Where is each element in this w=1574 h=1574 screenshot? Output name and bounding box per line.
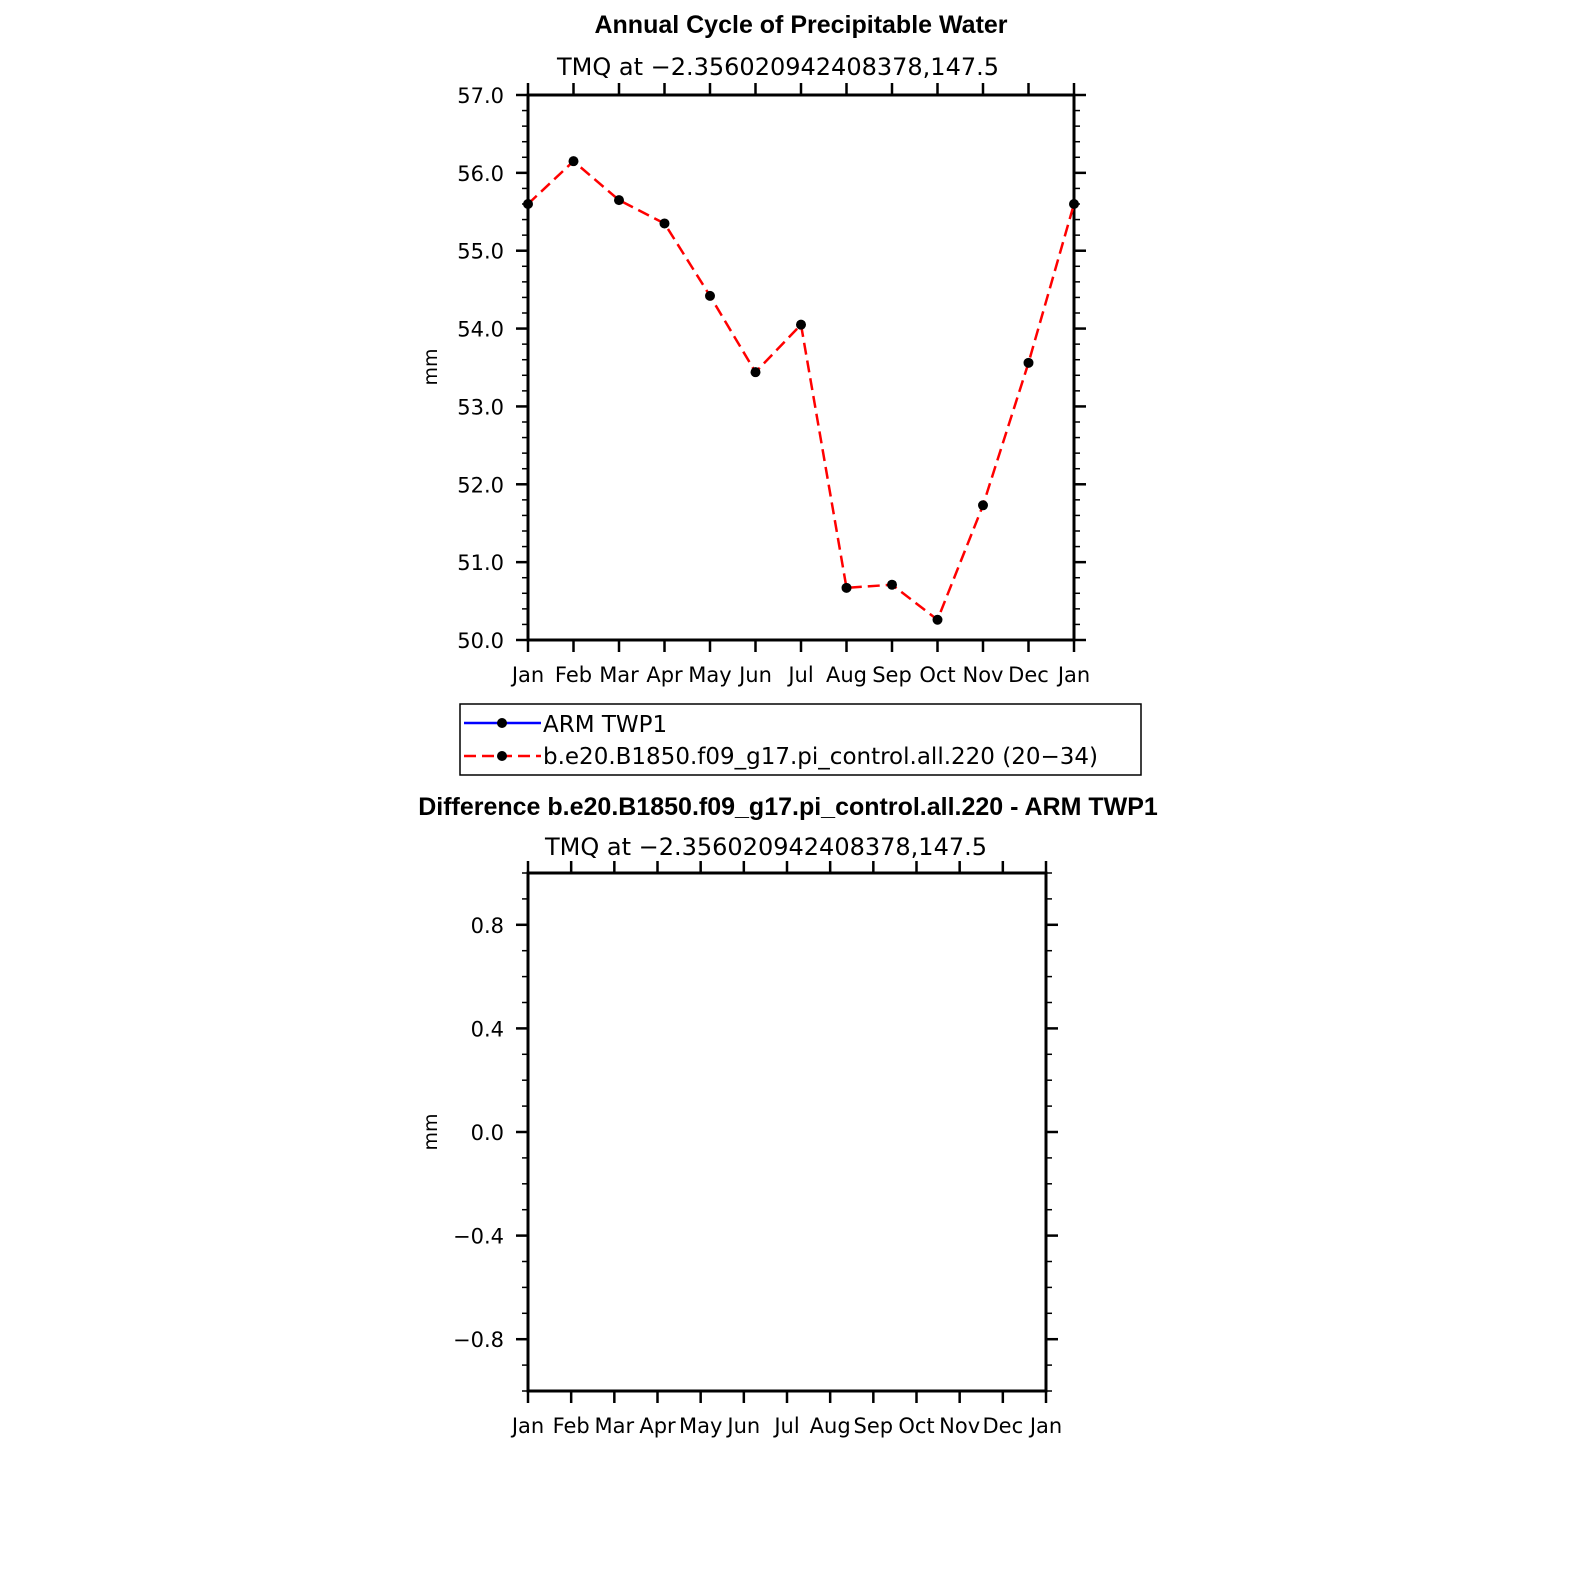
top-chart-series (523, 156, 1079, 625)
x-tick-label: Apr (639, 1414, 676, 1438)
y-tick-label: 54.0 (457, 317, 504, 342)
data-point (933, 615, 943, 625)
data-point (660, 218, 670, 228)
x-tick-label: Dec (982, 1414, 1024, 1438)
y-tick-label: −0.4 (453, 1224, 504, 1249)
y-tick-label: 56.0 (457, 161, 504, 186)
y-axis-label: mm (420, 1113, 442, 1151)
x-tick-label: Jun (727, 1414, 761, 1438)
y-tick-label: −0.8 (453, 1328, 504, 1353)
x-tick-label: Aug (809, 1414, 851, 1438)
data-point (569, 156, 579, 166)
data-point (705, 291, 715, 301)
series-line-1 (528, 161, 1074, 620)
y-tick-label: 57.0 (457, 84, 504, 108)
chart-subtitle: TMQ at −2.356020942408378,147.5 (544, 833, 988, 861)
x-tick-label: Mar (594, 1414, 635, 1438)
y-tick-label: 50.0 (457, 629, 504, 653)
top-chart-ticks (457, 83, 1090, 687)
data-point (1069, 199, 1079, 209)
y-tick-label: 0.4 (470, 1017, 504, 1042)
x-tick-label: Jan (511, 1414, 545, 1438)
y-tick-label: 52.0 (457, 473, 504, 498)
y-tick-label: 0.8 (470, 913, 504, 938)
data-point (523, 199, 533, 209)
y-tick-label: 0.0 (470, 1121, 504, 1145)
data-point (978, 500, 988, 510)
x-tick-label: Oct (898, 1414, 935, 1438)
chart-title: Difference b.e20.B1850.f09_g17.pi_control.all.220 - ARM TWP1 (418, 793, 1158, 821)
x-tick-label: Jan (511, 663, 545, 687)
legend (460, 704, 1141, 775)
legend-entry-model (464, 744, 1098, 770)
x-tick-label: Jul (774, 1414, 800, 1438)
y-axis-label: mm (420, 348, 442, 386)
legend-label-arm-twp1: ARM TWP1 (543, 712, 668, 738)
difference-chart (418, 793, 1158, 1438)
annual-cycle-chart (420, 11, 1141, 775)
chart-subtitle: TMQ at −2.356020942408378,147.5 (556, 53, 1000, 81)
x-tick-label: Nov (962, 663, 1004, 687)
legend-marker-arm-twp1 (497, 718, 507, 728)
x-tick-label: Jan (1057, 663, 1091, 687)
x-tick-label: Feb (552, 1414, 590, 1438)
x-tick-label: Apr (646, 663, 683, 687)
y-tick-label: 51.0 (457, 551, 504, 576)
chart-title: Annual Cycle of Precipitable Water (594, 11, 1008, 39)
legend-marker-model (497, 751, 507, 761)
plot-area-frame (528, 95, 1074, 640)
bottom-chart-ticks (453, 861, 1062, 1438)
data-point (887, 580, 897, 590)
x-tick-label: Jan (1029, 1414, 1063, 1438)
x-tick-label: Sep (872, 663, 912, 687)
x-tick-label: Jul (788, 663, 814, 687)
x-tick-label: Oct (919, 663, 956, 687)
y-tick-label: 53.0 (457, 395, 504, 420)
data-point (614, 195, 624, 205)
data-point (1024, 358, 1034, 368)
x-tick-label: May (688, 663, 732, 687)
x-tick-label: Mar (599, 663, 639, 687)
data-point (751, 367, 761, 377)
plot-area-frame (528, 873, 1046, 1391)
x-tick-label: Nov (939, 1414, 981, 1438)
y-tick-label: 55.0 (457, 239, 504, 264)
x-tick-label: Sep (853, 1414, 894, 1438)
x-tick-label: Jun (739, 663, 772, 687)
x-tick-label: May (678, 1414, 723, 1438)
x-tick-label: Aug (825, 663, 868, 687)
data-point (796, 320, 806, 330)
x-tick-label: Dec (1008, 663, 1049, 687)
data-point (842, 583, 852, 593)
x-tick-label: Feb (554, 663, 593, 687)
legend-label-model: b.e20.B1850.f09_g17.pi_control.all.220 (20−34) (543, 744, 1098, 770)
